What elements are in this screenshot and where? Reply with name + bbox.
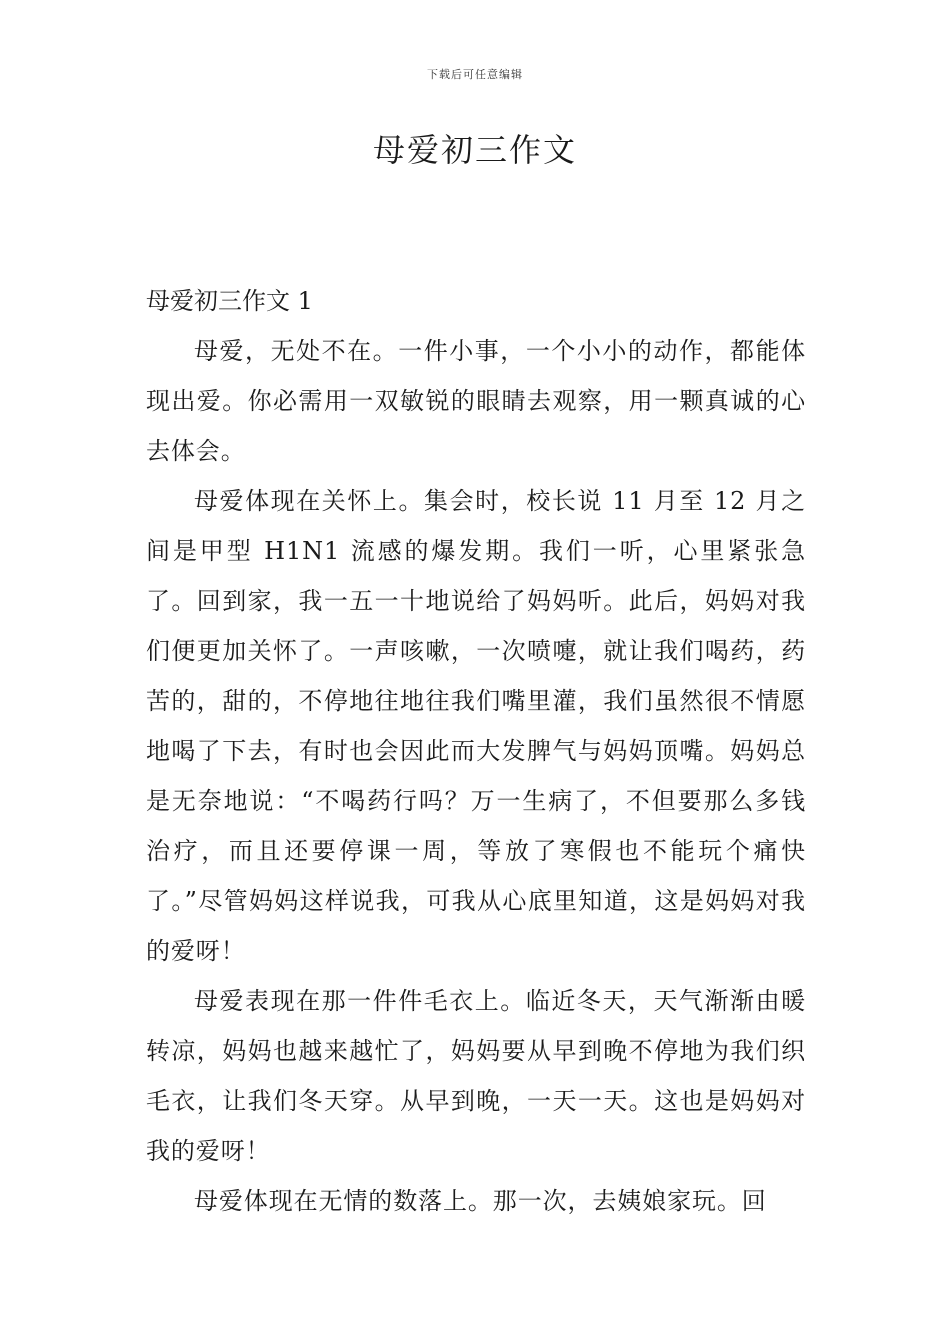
header-note: 下载后可任意编辑 bbox=[427, 68, 523, 81]
document-title: 母爱初三作文 bbox=[372, 131, 577, 169]
paragraph-2: 母爱体现在关怀上。集会时，校长说 11 月至 12 月之间是甲型 H1N1 流感的爆发期。我们一听，心里紧张急了。回到家，我一五一十地说给了妈妈听。此后，妈妈对我们便更加关怀了。一声咳嗽，一次喷嚏，就让我们喝药，药苦的，甜的，不停地往地往我们嘴里灌，我们虽然很不情愿地喝了下去，有时也会因此而大发脾气与妈妈顶嘴。妈妈总是无奈地说：“不喝药行吗？万一生病了，不但要那么多钱治疗，而且还要停课一周，等放了寒假也不能玩个痛快了。”尽管妈妈这样说我，可我从心底里知道，这是妈妈对我的爱呀！ bbox=[146, 487, 806, 965]
section-subheading: 母爱初三作文 1 bbox=[146, 287, 313, 315]
document-body bbox=[146, 276, 806, 1226]
paragraph-1: 母爱，无处不在。一件小事，一个小小的动作，都能体现出爱。你必需用一双敏锐的眼睛去观察，用一颗真诚的心去体会。 bbox=[146, 337, 806, 465]
paragraph-3: 母爱表现在那一件件毛衣上。临近冬天，天气渐渐由暖转凉，妈妈也越来越忙了，妈妈要从早到晚不停地为我们织毛衣，让我们冬天穿。从早到晚，一天一天。这也是妈妈对我的爱呀！ bbox=[146, 987, 806, 1165]
paragraph-4: 母爱体现在无情的数落上。那一次，去姨娘家玩。回 bbox=[194, 1187, 767, 1215]
